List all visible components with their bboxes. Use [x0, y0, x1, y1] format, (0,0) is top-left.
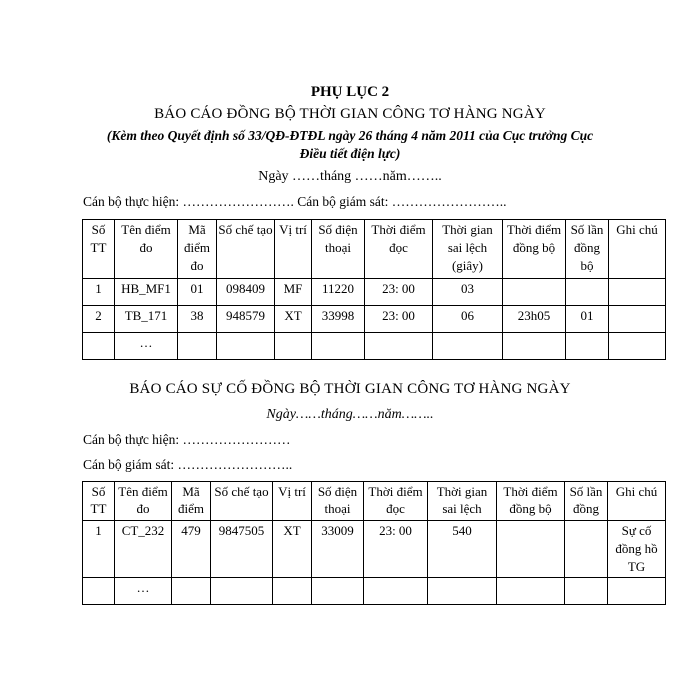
report2-heading: BÁO CÁO SỰ CỐ ĐỒNG BỘ THỜI GIAN CÔNG TƠ HÀNG NGÀY: [129, 381, 571, 397]
table-cell: [312, 578, 364, 605]
report1-header-cell: Thời gian sai lệch (giây): [433, 220, 503, 279]
table-cell: 23: 00: [364, 521, 428, 578]
report2-header-row: [83, 482, 666, 521]
report1-subtitle: [90, 127, 610, 163]
table-cell: TB_171: [115, 306, 178, 333]
report2-header-cell: Số chế tạo: [211, 482, 273, 521]
table-cell: [609, 279, 666, 306]
table-cell: …: [115, 333, 178, 360]
report2-header-cell: Thời điểm đọc: [364, 482, 428, 521]
report2-header-cell: Tên điểm đo: [115, 482, 172, 521]
table-cell: [217, 333, 275, 360]
table-cell: 23h05: [503, 306, 566, 333]
table-cell: 11220: [312, 279, 365, 306]
table-cell: 06: [433, 306, 503, 333]
report2-date-line: Ngày……tháng……năm……..: [266, 407, 434, 422]
report1-heading: BÁO CÁO ĐỒNG BỘ THỜI GIAN CÔNG TƠ HÀNG NGÀY: [154, 106, 546, 122]
report1-header-cell: Số TT: [83, 220, 115, 279]
appendix-title: PHỤ LỤC 2: [310, 84, 390, 100]
table-cell: [365, 333, 433, 360]
report1-header-cell: Tên điểm đo: [115, 220, 178, 279]
table-row: [83, 578, 666, 605]
table-cell: [609, 333, 666, 360]
table-cell: 01: [566, 306, 609, 333]
table-cell: XT: [273, 521, 312, 578]
table-cell: [83, 578, 115, 605]
report2-supervisor-line: Cán bộ giám sát: ……………………..: [83, 457, 293, 472]
report1-date-line: Ngày ……tháng ……năm……..: [258, 169, 442, 184]
report1-header-cell: Số chế tạo: [217, 220, 275, 279]
table-cell: 1: [83, 521, 115, 578]
table-cell: …: [115, 578, 172, 605]
table-cell: 1: [83, 279, 115, 306]
table-cell: [433, 333, 503, 360]
report2-table: [82, 481, 666, 605]
table-cell: 2: [83, 306, 115, 333]
table-cell: [364, 578, 428, 605]
report1-table: [82, 219, 666, 360]
table-cell: 33009: [312, 521, 364, 578]
table-cell: 01: [178, 279, 217, 306]
table-cell: [609, 306, 666, 333]
table-cell: HB_MF1: [115, 279, 178, 306]
report1-header-row: [83, 220, 666, 279]
report1-header-cell: Mã điểm đo: [178, 220, 217, 279]
table-cell: 38: [178, 306, 217, 333]
table-cell: [503, 333, 566, 360]
table-cell: [312, 333, 365, 360]
report1-subtitle-line2: Điều tiết điện lực): [299, 146, 401, 161]
table-cell: [83, 333, 115, 360]
report2-header-cell: Vị trí: [273, 482, 312, 521]
table-cell: 948579: [217, 306, 275, 333]
report1-header-cell: Ghi chú: [609, 220, 666, 279]
report2-header-cell: Thời điểm đồng bộ: [497, 482, 565, 521]
table-cell: [565, 578, 608, 605]
report1-subtitle-line1: (Kèm theo Quyết định số 33/QĐ-ĐTĐL ngày 26 tháng 4 năm 2011 của Cục trưởng Cục: [106, 128, 594, 143]
table-cell: 03: [433, 279, 503, 306]
table-cell: [428, 578, 497, 605]
report1-header-cell: Thời điểm đọc: [365, 220, 433, 279]
table-cell: [211, 578, 273, 605]
table-cell: 9847505: [211, 521, 273, 578]
table-row: [83, 521, 666, 578]
table-cell: 540: [428, 521, 497, 578]
table-cell: [497, 578, 565, 605]
table-cell: [275, 333, 312, 360]
report2-header-cell: Số TT: [83, 482, 115, 521]
table-cell: XT: [275, 306, 312, 333]
table-cell: [503, 279, 566, 306]
report1-header-cell: Số lần đồng bộ: [566, 220, 609, 279]
report2-header-cell: Mã điểm: [172, 482, 211, 521]
table-cell: [608, 578, 666, 605]
report2-header-cell: Ghi chú: [608, 482, 666, 521]
table-cell: 23: 00: [365, 306, 433, 333]
table-cell: 098409: [217, 279, 275, 306]
report1-header-cell: Thời điểm đồng bộ: [503, 220, 566, 279]
report1-header-cell: Số điện thoại: [312, 220, 365, 279]
report1-staff-line: Cán bộ thực hiện: ……………………. Cán bộ giám sát: ……………………..: [83, 194, 507, 209]
table-cell: 33998: [312, 306, 365, 333]
table-cell: [172, 578, 211, 605]
table-row: [83, 279, 666, 306]
report2-header-cell: Thời gian sai lệch: [428, 482, 497, 521]
table-cell: [565, 521, 608, 578]
table-cell: CT_232: [115, 521, 172, 578]
table-cell: Sự cố đồng hồ TG: [608, 521, 666, 578]
table-cell: [178, 333, 217, 360]
report2-header-cell: Số lần đồng: [565, 482, 608, 521]
table-cell: [497, 521, 565, 578]
table-cell: 479: [172, 521, 211, 578]
table-row: [83, 306, 666, 333]
report1-header-cell: Vị trí: [275, 220, 312, 279]
report2-performer-line: Cán bộ thực hiện: ……………………: [83, 432, 291, 447]
report2-header-cell: Số điện thoại: [312, 482, 364, 521]
table-row: [83, 333, 666, 360]
table-cell: [273, 578, 312, 605]
table-cell: [566, 333, 609, 360]
table-cell: [566, 279, 609, 306]
table-cell: 23: 00: [365, 279, 433, 306]
table-cell: MF: [275, 279, 312, 306]
